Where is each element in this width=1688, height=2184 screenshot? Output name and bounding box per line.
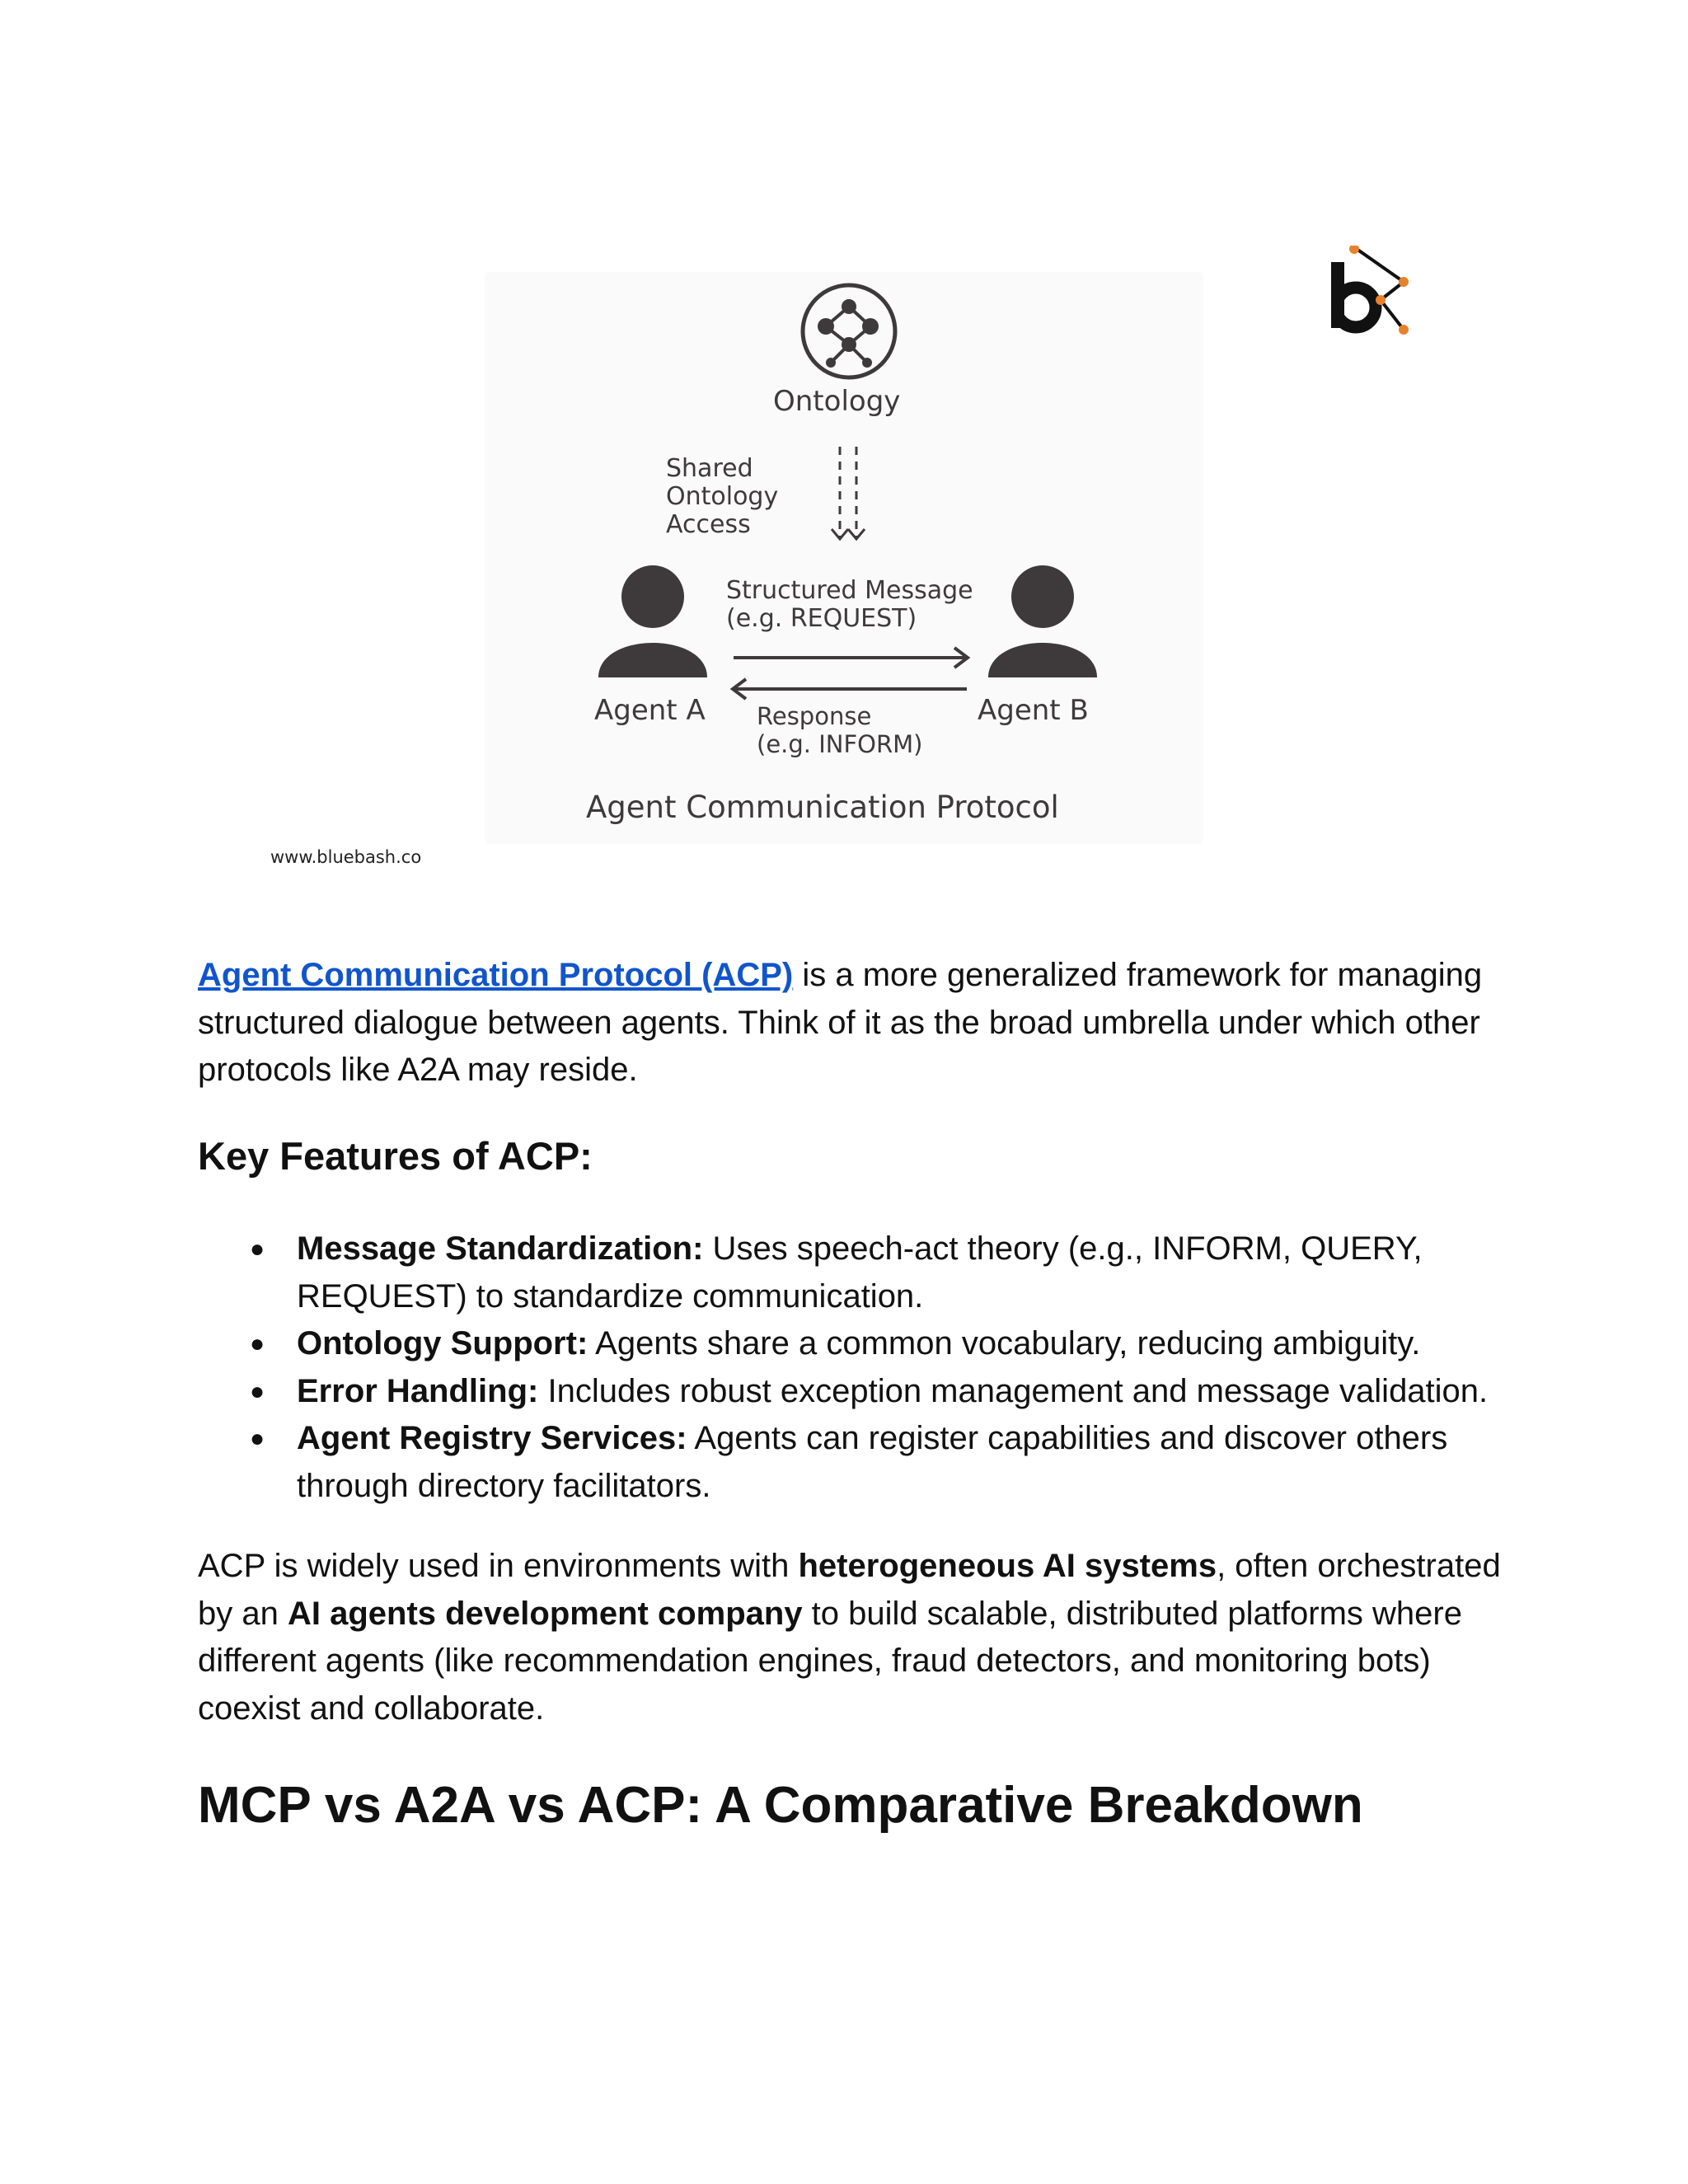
- list-item: [198, 1368, 1517, 1416]
- article-body: [198, 952, 1517, 1834]
- watermark: www.bluebash.co: [270, 847, 422, 867]
- feature-title: Agent Registry Services:: [297, 1420, 687, 1456]
- list-item: [198, 1320, 1517, 1368]
- usage-bold: AI agents development company: [287, 1595, 803, 1632]
- dashed-arrow-down-icon: [832, 447, 865, 539]
- feature-text: Includes robust exception management and message validation.: [538, 1372, 1489, 1409]
- bluebash-logo: [1331, 246, 1422, 344]
- agent-a-label: Agent A: [594, 694, 706, 727]
- feature-text: Agents share a common vocabulary, reducing ambiguity.: [588, 1325, 1421, 1361]
- network-icon: [803, 285, 895, 377]
- features-heading: Key Features of ACP:: [198, 1134, 593, 1178]
- list-item: [198, 1226, 1517, 1320]
- shared-access-label: Shared Ontology Access: [666, 454, 779, 539]
- diagram-caption: Agent Communication Protocol: [586, 790, 1059, 825]
- usage-text: to build scalable, distributed platforms where different agents (like recommendation engines, fraud detectors, and monitoring bots) coexist and collaborate.: [198, 1595, 1462, 1727]
- feature-text: Uses speech-act theory (e.g., INFORM, QUERY, REQUEST) to standardize communication.: [297, 1230, 1423, 1315]
- acp-diagram: [485, 272, 1203, 844]
- person-icon: [988, 565, 1097, 677]
- feature-text: Agents can register capabilities and discover others through directory facilitators.: [297, 1420, 1448, 1504]
- ontology-label: Ontology: [773, 385, 901, 418]
- feature-title: Ontology Support:: [297, 1325, 588, 1361]
- response-label: Response (e.g. INFORM): [757, 702, 923, 758]
- feature-title: Error Handling:: [297, 1372, 539, 1409]
- arrow-left-icon: [733, 679, 967, 699]
- bullet-icon: ●: [250, 1235, 265, 1263]
- person-icon: [598, 565, 707, 677]
- message-label: Structured Message (e.g. REQUEST): [726, 576, 973, 633]
- list-item: [198, 1415, 1517, 1510]
- features-list: [198, 1226, 1517, 1510]
- feature-title: Message Standardization:: [297, 1230, 704, 1267]
- bullet-icon: ●: [250, 1425, 265, 1452]
- section-heading: MCP vs A2A vs ACP: A Comparative Breakdown: [198, 1777, 1363, 1834]
- bullet-icon: ●: [250, 1330, 265, 1357]
- usage-text: , often orchestrated by an: [198, 1548, 1501, 1632]
- intro-paragraph: [198, 952, 1517, 1094]
- usage-bold: heterogeneous AI systems: [798, 1548, 1217, 1584]
- acp-link[interactable]: Agent Communication Protocol (ACP): [198, 957, 794, 993]
- logo-mark: [1331, 246, 1409, 335]
- usage-text: ACP is widely used in environments with: [198, 1548, 799, 1584]
- intro-text: is a more generalized framework for managing structured dialogue between agents. Think of it as the broad umbrella under which other protocols like A2A may reside.: [198, 957, 1483, 1088]
- usage-paragraph: [198, 1543, 1517, 1732]
- agent-b-label: Agent B: [978, 694, 1089, 727]
- arrow-right-icon: [734, 648, 968, 668]
- bullet-icon: ●: [250, 1377, 265, 1405]
